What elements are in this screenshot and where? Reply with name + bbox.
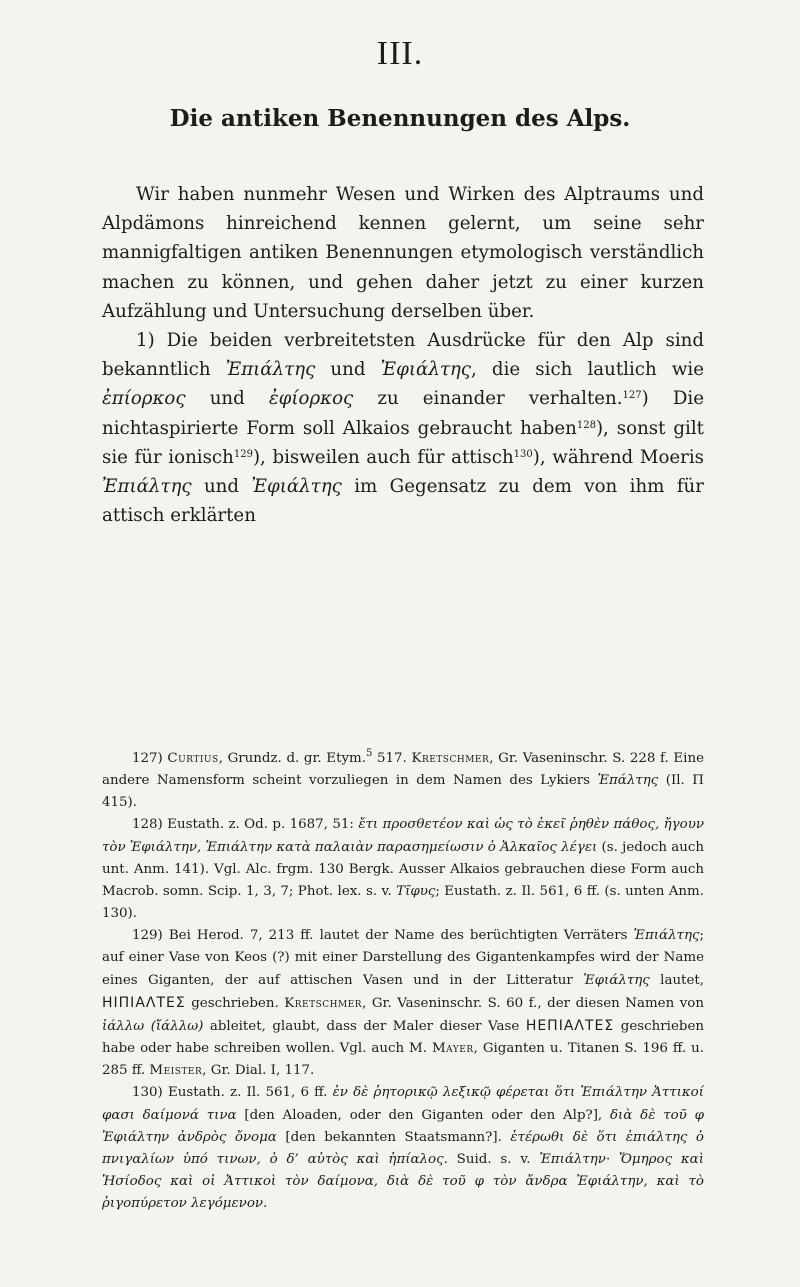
chapter-number: III. <box>376 35 424 72</box>
greek-term: Ἐπιάλτης <box>102 476 192 498</box>
greek-quote: ἔτι προσθετέον καὶ ὡς τὸ ἐκεῖ ῥηθὲν πάθος, ἤγουν τὸν Ἐφιάλτην, Ἐπιάλτην κατὰ παλαιὰν παρασημείωσιν ὁ Ἀλκαῖος λέγει <box>102 817 704 855</box>
greek-term: ἐφίορκος <box>268 388 354 410</box>
footnote-128: 128) Eustath. z. Od. p. 1687, 51: ἔτι προσθετέον καὶ ὡς τὸ ἐκεῖ ῥηθὲν πάθος, ἤγουν τὸν Ἐφιάλτην, Ἐπιάλτην κατὰ παλαιὰν παρασημείωσιν ὁ Ἀλκαῖος λέγει (s. jedoch auch unt. Anm. 141). Vgl. Alc. frgm. 130 Bergk. Ausser Alkaios gebrauchen diese Form auch Macrob. somn. Scip. 1, 3, 7; Phot. lex. s. v. Τῖφυς; Eustath. z. Il. 561, 6 ff. (s. unten Anm. 130). <box>102 817 705 922</box>
greek-term: Ἐπάλτης <box>597 773 659 789</box>
chapter-title: Die antiken Benennungen des Alps. <box>169 105 631 132</box>
vase-inscription: HIΠIΑΛΤΕΣ <box>102 994 186 1011</box>
author-name: Kretschmer <box>284 995 363 1011</box>
main-text <box>102 180 704 530</box>
author-name: Curtius <box>167 751 219 766</box>
author-name: Mayer <box>431 1041 474 1057</box>
greek-quote: διὰ δὲ τοῦ φ Ἐφιάλτην ἀνδρὸς ὄνομα <box>102 1107 705 1145</box>
footnote-ref-129[interactable]: 129 <box>233 448 253 460</box>
greek-term: Ἐφιάλτης <box>380 359 471 381</box>
paragraph-section-1: 1) Die beiden verbreitetsten Ausdrücke für den Alp sind bekanntlich Ἐπιάλτης und Ἐφιάλτης, die sich lautlich wie ἐπίορκος und ἐφίορκος zu einander verhalten.$^{127}$) Die nichtaspirierte Form soll Alkaios gebraucht haben$^{128}$), sonst gilt sie für ionisch$^{129}$), bisweilen auch für attisch$^{130}$), während Moeris Ἐπιάλτης und Ἐφιάλτης im Gegensatz zu dem von ihm für attisch erklärten <box>102 330 704 527</box>
footnote-ref-127[interactable]: 127 <box>622 390 642 402</box>
paragraph-intro: Wir haben nunmehr Wesen und Wirken des Alptraums und Alpdämons hinreichend kennen gelernt, um seine sehr mannigfaltigen antiken Benennungen etymologisch verständlich machen zu können, und gehen daher jetzt zu einer kurzen Aufzählung und Untersuchung derselben über. <box>102 184 704 322</box>
greek-term: Ἐφιάλτης <box>251 476 342 498</box>
greek-quote: ἑτέρωθι δὲ ὅτι ἐπιάλτης ὁ πνιγαλίων ὑπό τινων, ὁ δ’ αὐτὸς καὶ ἠπίαλος. <box>102 1129 704 1167</box>
footnote-130: 130) Eustath. z. Il. 561, 6 ff. ἐν δὲ ῥητορικῷ λεξικῷ φέρεται ὅτι Ἐπιάλτην Ἀττικοί φασι δαίμονά τινα [den Aloaden, oder den Giganten oder den Alp?], διὰ δὲ τοῦ φ Ἐφιάλτην ἀνδρὸς ὄνομα [den bekannten Staatsmann?]. ἑτέρωθι δὲ ὅτι ἐπιάλτης ὁ πνιγαλίων ὑπό τινων, ὁ δ’ αὐτὸς καὶ ἠπίαλος. Suid. s. v. Ἐπιάλτην· Ὅμηρος καὶ Ἡσίοδος καὶ οἱ Ἀττικοὶ τὸν δαίμονα, διὰ δὲ τοῦ φ τὸν ἄνδρα Ἐφιάλτην, καὶ τὸ ῥιγοπύρετον λεγόμενον. <box>102 1085 705 1212</box>
greek-quote: ἐν δὲ ῥητορικῷ λεξικῷ φέρεται ὅτι Ἐπιάλτην Ἀττικοί φασι δαίμονά τινα <box>102 1085 704 1123</box>
footnote-ref-128[interactable]: 128 <box>576 419 596 431</box>
footnotes <box>102 748 704 1215</box>
greek-term: Ἐπιάλτης <box>225 359 316 381</box>
greek-quote: Ἐπιάλτην· Ὅμηρος καὶ Ἡσίοδος καὶ οἱ Ἀττικοὶ τὸν δαίμονα, διὰ δὲ τοῦ φ τὸν ἄνδρα Ἐφιάλτην, καὶ τὸ ῥιγοπύρετον λεγόμενον. <box>102 1151 704 1212</box>
author-name: Meister <box>149 1063 203 1079</box>
vase-inscription: HEΠIΑΛΤΕΣ <box>525 1017 615 1034</box>
footnote-ref-130[interactable]: 130 <box>513 448 533 460</box>
greek-term: ἰάλλω (ἴάλλω) <box>102 1018 204 1034</box>
greek-term: Τῖφυς <box>396 883 436 899</box>
greek-term: Ἐφιάλτης <box>583 972 650 988</box>
author-name: Kretschmer <box>411 751 490 766</box>
greek-term: Ἐπιάλτης <box>633 928 700 944</box>
greek-term: ἐπίορκος <box>102 388 186 410</box>
footnote-129: 129) Bei Herod. 7, 213 ff. lautet der Name des berüchtigten Verräters Ἐπιάλτης; auf einer Vase von Keos (?) mit einer Darstellung des Gigantenkampfes wird der Name eines Giganten, der auf attischen Vasen und in der Litteratur Ἐφιάλτης lautet, HIΠIΑΛΤΕΣ geschrieben. Kretschmer, Gr. Vaseninschr. S. 60 f., der diesen Namen von ἰάλλω (ἴάλλω) ableitet, glaubt, dass der Maler dieser Vase HEΠIΑΛΤΕΣ geschrieben habe oder habe schreiben wollen. Vgl. auch M. Mayer, Giganten u. Titanen S. 196 ff. u. 285 ff. Meister, Gr. Dial. I, 117. <box>102 928 705 1079</box>
footnote-127: 127) Curtius, Grundz. d. gr. Etym.$^5$ 517. Kretschmer, Gr. Vaseninschr. S. 228 f. Eine andere Namensform scheint vorzuliegen in dem Namen des Lykiers Ἐπάλτης (Il. Π 415). <box>102 748 705 811</box>
